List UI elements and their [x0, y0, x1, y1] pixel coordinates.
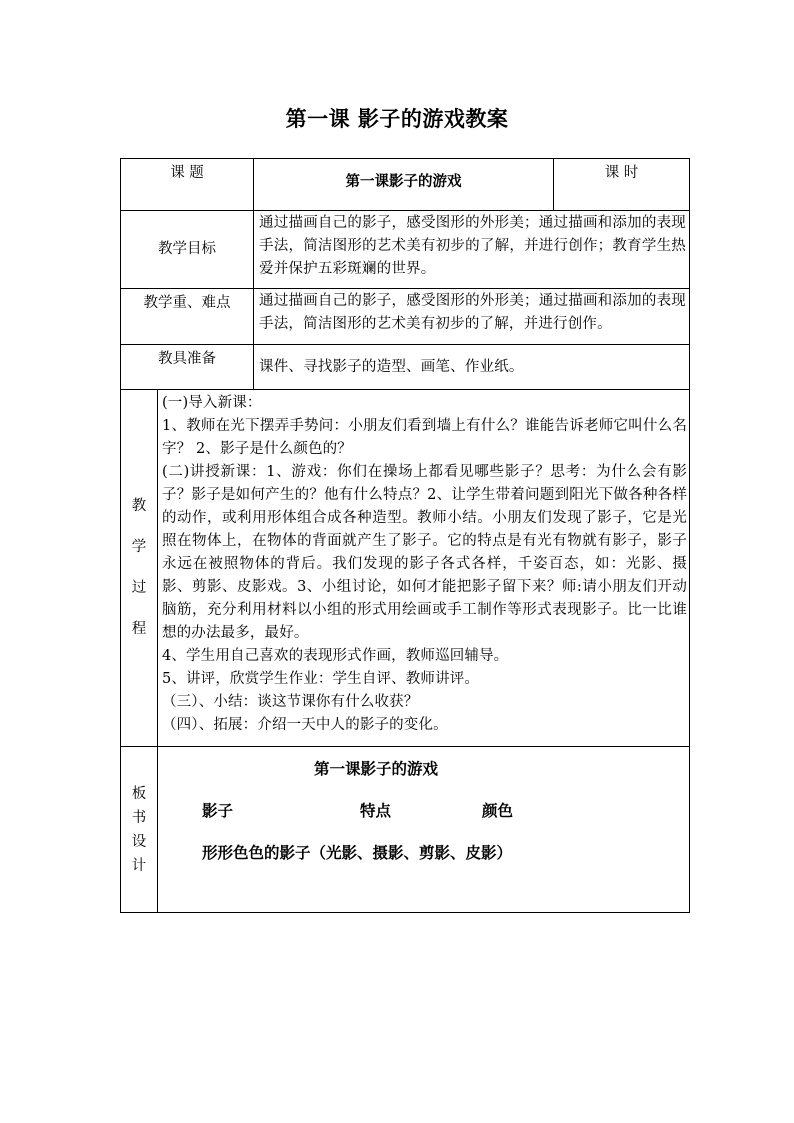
goals-label: 教学目标: [121, 211, 254, 289]
lesson-plan-table: [120, 158, 690, 913]
process-label-char: 学: [131, 539, 147, 555]
board-item-features: 特点: [360, 801, 392, 820]
topic-label: 课 题: [121, 159, 254, 211]
topic-value: 第一课影子的游戏: [254, 159, 554, 211]
preparation-row: [121, 345, 690, 390]
preparation-label: 教具准备: [121, 345, 254, 390]
key-points-row: [121, 289, 690, 345]
process-paragraph: (二)讲授新课：1、游戏：你们在操场上都看见哪些影子？思考：为什么会有影子？影子是如何产生的？他有什么特点？2、让学生带着问题到阳光下做各种各样的动作，或利用形体组合成各种造型。教师小结。小朋友们发现了影子，它是光照在物体上，在物体的背面就产生了影子。它的特点是有光有物就有影子，影子永远在被照物体的背后。我们发现的影子各式各样，千姿百态，如：光影、摄影、剪影、皮影戏。3、小组讨论，如何才能把影子留下来？师:请小朋友们开动脑筋，充分利用材料以小组的形式用绘画或手工制作等形式表现影子。比一比谁想的办法最多，最好。: [162, 464, 688, 641]
key-points-text: 通过描画自己的影子，感受图形的外形美；通过描画和添加的表现手法，简洁图形的艺术美有初步的了解，并进行创作。: [254, 289, 690, 345]
process-label-char: 教: [131, 498, 147, 514]
goals-row: [121, 211, 690, 289]
process-paragraph: 5、讲评，欣赏学生作业：学生自评、教师讲评。: [162, 671, 480, 687]
board-design-content: [158, 747, 690, 913]
board-design-row: [121, 747, 690, 913]
process-label-char: 过: [131, 580, 147, 596]
process-paragraph: （四）、拓展：介绍一天中人的影子的变化。: [162, 717, 448, 733]
process-paragraph: （三）、小结：谈这节课你有什么收获？: [162, 694, 419, 710]
board-label-char: 板: [131, 785, 147, 802]
board-item-color: 颜色: [482, 801, 514, 820]
process-paragraph: 1、教师在光下摆弄手势问：小朋友们看到墙上有什么？谁能告诉老师它叫什么名字？ 2、影子是什么颜色的？: [162, 418, 688, 457]
process-label-char: 程: [131, 621, 147, 637]
process-label: [121, 390, 158, 747]
board-title: 第一课影子的游戏: [314, 759, 439, 778]
board-label-char: 设: [131, 833, 147, 850]
process-content: [158, 390, 690, 747]
board-label-char: 计: [131, 857, 147, 874]
board-item-shadow: 影子: [202, 801, 234, 820]
document-title: 第一课 影子的游戏教案: [285, 106, 509, 131]
board-design-label: [121, 747, 158, 913]
process-row: [121, 390, 690, 747]
board-label-char: 书: [131, 809, 147, 826]
preparation-text: 课件、寻找影子的造型、画笔、作业纸。: [254, 345, 690, 390]
board-summary: 形形色色的影子（光影、摄影、剪影、皮影）: [202, 843, 513, 862]
class-hours-label: 课 时: [554, 159, 690, 211]
process-paragraph: (一)导入新课：: [162, 395, 262, 411]
key-points-label: 教学重、难点: [121, 289, 254, 345]
goals-text: 通过描画自己的影子，感受图形的外形美；通过描画和添加的表现手法，简洁图形的艺术美有初步的了解，并进行创作；教育学生热爱并保护五彩斑斓的世界。: [254, 211, 690, 289]
topic-row: [121, 159, 690, 211]
process-paragraph: 4、学生用自己喜欢的表现形式作画，教师巡回辅导。: [162, 648, 509, 664]
